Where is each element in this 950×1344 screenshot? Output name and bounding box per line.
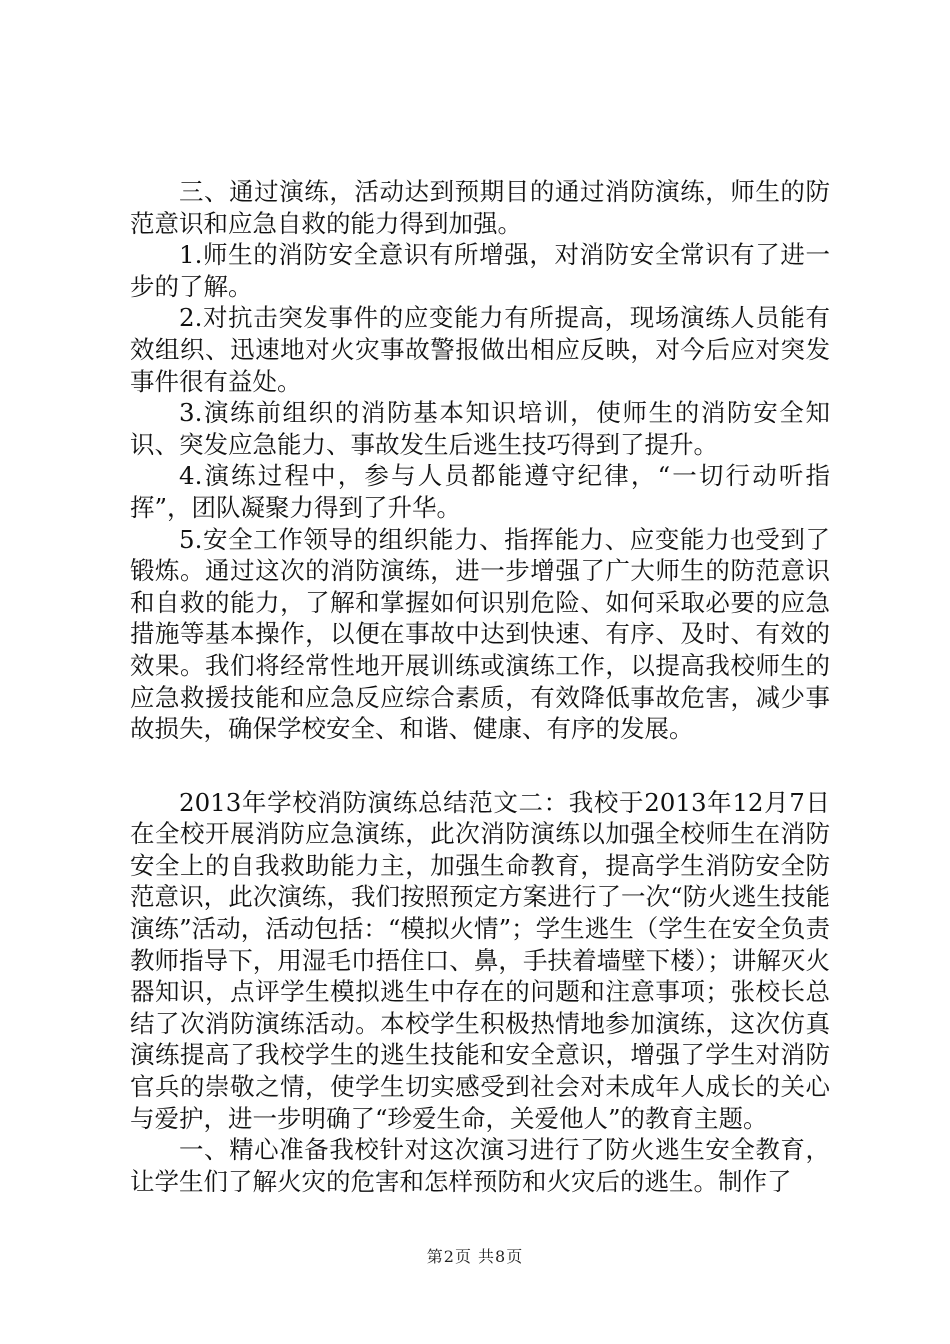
paragraph-section-one: 一、精心准备我校针对这次演习进行了防火逃生安全教育，让学生们了解火灾的危害和怎样预防和火灾后的逃生。制作了 bbox=[130, 1135, 830, 1196]
paragraph-section-three: 三、通过演练，活动达到预期目的通过消防演练，师生的防范意识和应急自救的能力得到加强。 bbox=[130, 177, 830, 238]
paragraph-item-3: 3.演练前组织的消防基本知识培训，使师生的消防安全知识、突发应急能力、事故发生后逃生技巧得到了提升。 bbox=[130, 398, 830, 459]
document-body bbox=[130, 176, 830, 1197]
page-footer: 第2页 共8页 bbox=[426, 1247, 524, 1266]
paragraph-item-5: 5.安全工作领导的组织能力、指挥能力、应变能力也受到了锻炼。通过这次的消防演练，进一步增强了广大师生的防范意识和自救的能力，了解和掌握如何识别危险、如何采取必要的应急措施等基本操作，以便在事故中达到快速、有序、及时、有效的效果。我们将经常性地开展训练或演练工作，以提高我校师生的应急救援技能和应急反应综合素质，有效降低事故危害，减少事故损失，确保学校安全、和谐、健康、有序的发展。 bbox=[130, 524, 830, 744]
paragraph-item-4: 4.演练过程中，参与人员都能遵守纪律，“一切行动听指挥”，团队凝聚力得到了升华。 bbox=[130, 461, 830, 522]
paragraph-item-2: 2.对抗击突发事件的应变能力有所提高，现场演练人员能有效组织、迅速地对火灾事故警报做出相应反映，对今后应对突发事件很有益处。 bbox=[130, 303, 830, 396]
paragraph-gap bbox=[130, 745, 830, 787]
paragraph-sample-two: 2013年学校消防演练总结范文二：我校于2013年12月7日在全校开展消防应急演练，此次消防演练以加强全校师生在消防安全上的自我救助能力主，加强生命教育，提高学生消防安全防范意识，此次演练，我们按照预定方案进行了一次“防火逃生技能演练”活动，活动包括：“模拟火情”；学生逃生（学生在安全负责教师指导下，用湿毛巾捂住口、鼻，手扶着墙壁下楼）；讲解灭火器知识，点评学生模拟逃生中存在的问题和注意事项；张校长总结了次消防演练活动。本校学生积极热情地参加演练，这次仿真演练提高了我校学生的逃生技能和安全意识，增强了学生对消防官兵的崇敬之情，使学生切实感受到社会对未成年人成长的关心与爱护，进一步明确了“珍爱生命，关爱他人”的教育主题。 bbox=[130, 787, 830, 1133]
paragraph-item-1: 1.师生的消防安全意识有所增强，对消防安全常识有了进一步的了解。 bbox=[130, 240, 830, 301]
